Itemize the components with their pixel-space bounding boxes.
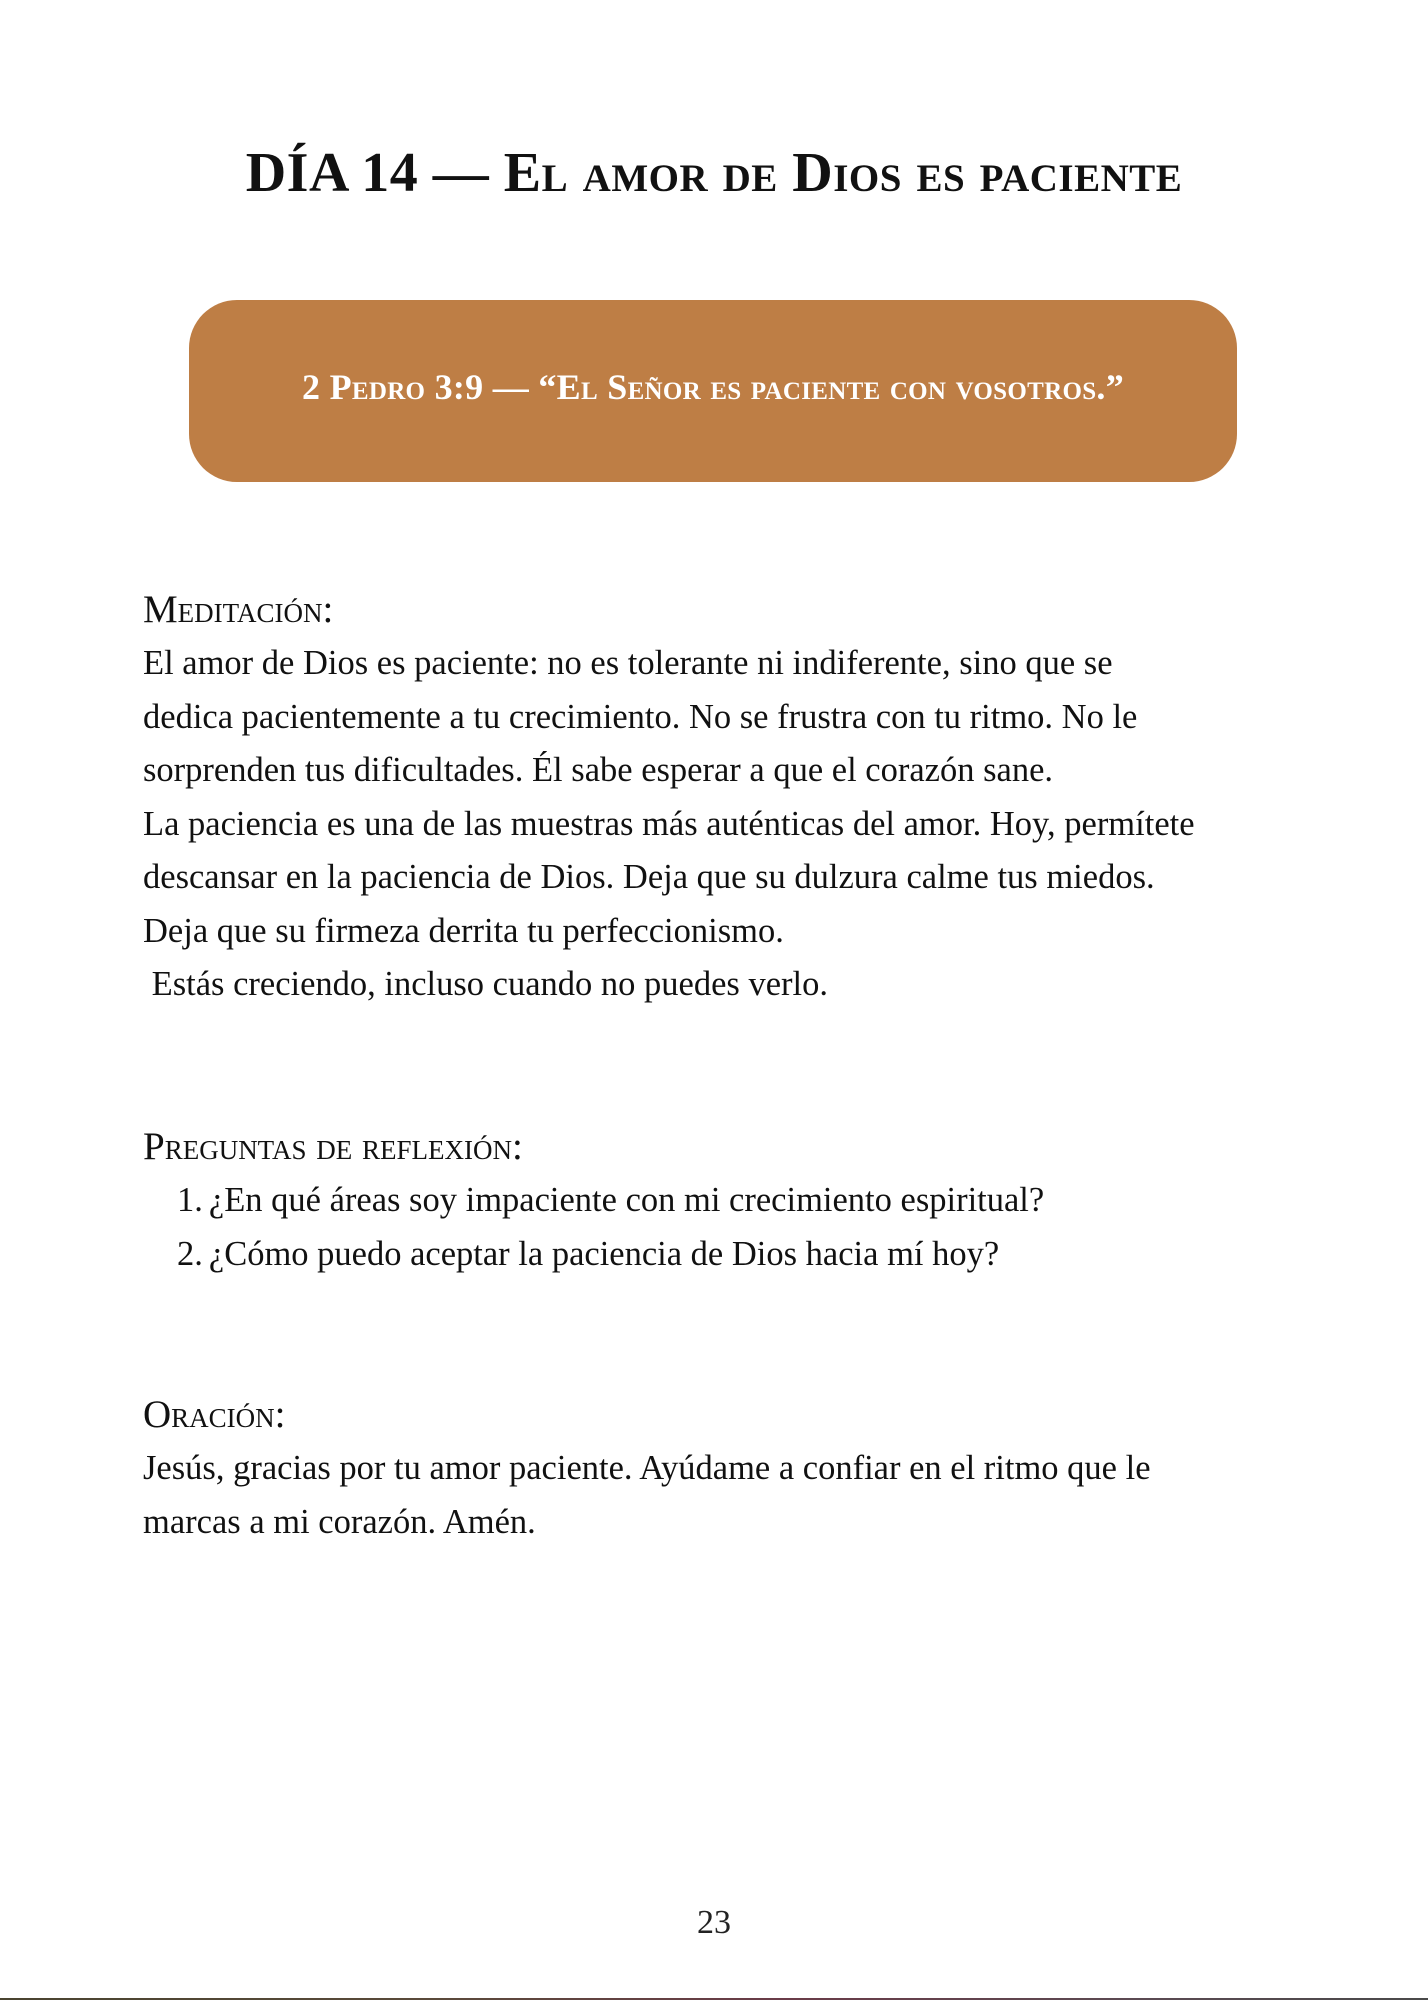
reflection-question-list [143, 1174, 1303, 1281]
meditation-line: La paciencia es una de las muestras más auténticas del amor. Hoy, permítete [143, 804, 1195, 843]
meditation-line: El amor de Dios es paciente: no es tolerante ni indiferente, sino que se [143, 644, 1113, 682]
reflection-question [177, 1174, 1303, 1228]
question-number: 2. [177, 1234, 203, 1273]
prayer-heading: Oración: [143, 1393, 286, 1436]
prayer-section [143, 1388, 1303, 1549]
meditation-line: Deja que su firmeza derrita tu perfeccionismo. [143, 911, 784, 950]
reflection-heading: Preguntas de reflexión: [143, 1125, 523, 1168]
meditation-line: Estás creciendo, incluso cuando no puedes verlo. [143, 965, 828, 1003]
page-number: 23 [697, 1904, 731, 1941]
prayer-line: Jesús, gracias por tu amor paciente. Ayúdame a confiar en el ritmo que le [143, 1449, 1151, 1487]
page-title: DÍA 14 — El amor de Dios es paciente [245, 142, 1183, 204]
reflection-section [143, 1120, 1303, 1281]
question-number: 1. [177, 1181, 203, 1219]
meditation-line: descansar en la paciencia de Dios. Deja que su dulzura calme tus miedos. [143, 858, 1155, 896]
prayer-line: marcas a mi corazón. Amén. [143, 1502, 536, 1541]
meditation-section [143, 583, 1303, 1012]
verse-callout-box [189, 300, 1237, 482]
question-text: ¿En qué áreas soy impaciente con mi crecimiento espiritual? [208, 1181, 1045, 1219]
reflection-question [177, 1228, 1303, 1282]
meditation-line: dedica pacientemente a tu crecimiento. No se frustra con tu ritmo. No le [143, 697, 1138, 736]
question-text: ¿Cómo puedo aceptar la paciencia de Dios hacia mí hoy? [208, 1234, 1000, 1273]
verse-text: 2 Pedro 3:9 — “El Señor es paciente con vosotros.” [301, 367, 1125, 407]
meditation-heading: Meditación: [143, 588, 334, 631]
meditation-line: sorprenden tus dificultades. Él sabe esperar a que el corazón sane. [143, 751, 1054, 789]
